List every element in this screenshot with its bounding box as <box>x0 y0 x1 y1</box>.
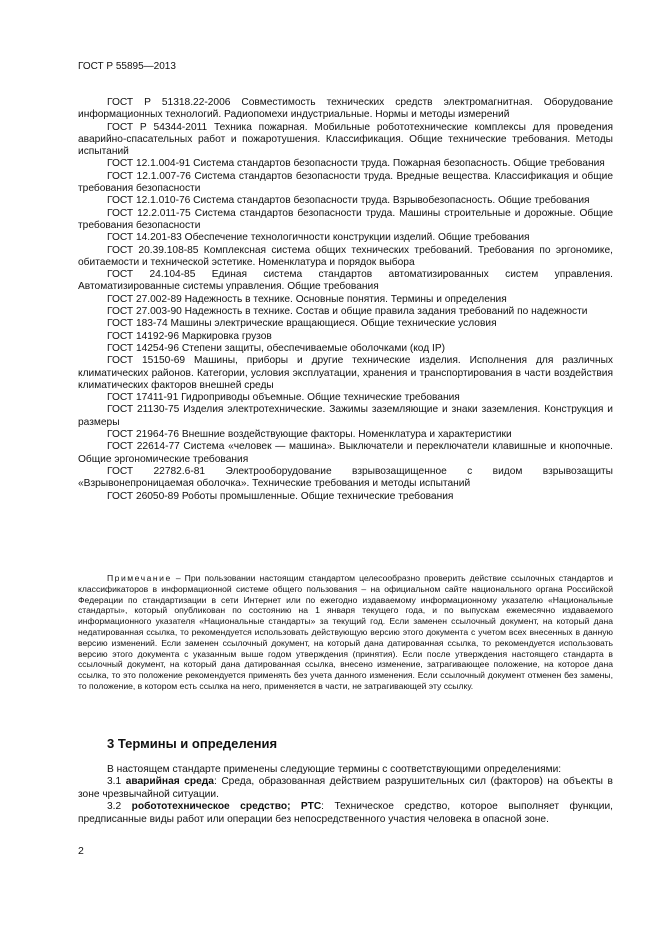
page-number: 2 <box>78 845 84 857</box>
note-block <box>78 573 613 692</box>
reference-item: ГОСТ 22614-77 Система «человек — машина». Выключатели и переключатели клавишные и кнопочные. Общие эргономические требования <box>78 441 613 465</box>
reference-item: ГОСТ 12.2.011-75 Система стандартов безопасности труда. Машины строительные и дорожные. Общие требования безопасности <box>78 207 613 231</box>
term-name: робототехническое средство; РТС <box>131 801 322 813</box>
reference-item: ГОСТ 26050-89 Роботы промышленные. Общие технические требования <box>107 490 454 502</box>
reference-item: ГОСТ Р 54344-2011 Техника пожарная. Мобильные робототехнические комплексы для проведения аварийно-спасательных работ и пожаротушения. Классификация. Общие технические требования. Методы испытаний <box>78 121 613 158</box>
reference-item: ГОСТ 14254-96 Степени защиты, обеспечиваемые оболочками (код IP) <box>107 342 446 354</box>
term-definition <box>78 801 613 826</box>
note-label: Примечание <box>107 573 172 583</box>
term-definition <box>78 776 613 801</box>
terms-intro: В настоящем стандарте применены следующие термины с соответствующими определениями: <box>107 764 562 775</box>
term-name: аварийная среда <box>125 776 214 788</box>
reference-item: ГОСТ 183-74 Машины электрические вращающиеся. Общие технические условия <box>107 318 497 330</box>
reference-item: ГОСТ 12.1.004-91 Система стандартов безопасности труда. Пожарная безопасность. Общие требования <box>107 158 605 170</box>
term-number: 3.1 <box>107 776 126 788</box>
reference-item: ГОСТ 22782.6-81 Электрооборудование взрывозащищенное с видом взрывозащиты «Взрывонепроницаемая оболочка». Технические требования и методы испытаний <box>78 465 613 490</box>
reference-item: ГОСТ 27.002-89 Надежность в технике. Основные понятия. Термины и определения <box>107 293 507 305</box>
term-number: 3.2 <box>107 801 132 813</box>
reference-item: ГОСТ 14192-96 Маркировка грузов <box>107 330 272 342</box>
reference-item: ГОСТ 12.1.010-76 Система стандартов безопасности труда. Взрывобезопасность. Общие требования <box>107 195 590 207</box>
reference-item: ГОСТ Р 51318.22-2006 Совместимость технических средств электромагнитная. Оборудование информационных технологий. Радиопомехи индустриальные. Нормы и методы измерений <box>78 97 613 121</box>
reference-item: ГОСТ 24.104-85 Единая система стандартов автоматизированных систем управления. Автоматизированные системы управления. Общие требования <box>78 269 613 293</box>
reference-item: ГОСТ 21130-75 Изделия электротехнические. Зажимы заземляющие и знаки заземления. Конструкция и размеры <box>78 404 613 428</box>
normative-references-list <box>78 97 613 503</box>
term-text: : Среда, образованная действием разрушительных сил (факторов) на объекты в зоне чрезвычайной ситуации. <box>78 776 613 800</box>
terms-section-body <box>78 764 613 826</box>
note-text: – При пользовании настоящим стандартом целесообразно проверить действие ссылочных стандартов и классификаторов в информационной системе общего пользования – на официальном сайте национального органа Российской Федерации по стандартизации в сети Интернет или по ежегодно издаваемому информационному указателю «Национальные стандарты», который опубликован по состоянию на 1 января текущего года, и по выпускам ежемесячно издаваемого информационного указателя «Национальные стандарты» за текущий год. Если заменен ссылочный документ, на который дана недатированная ссылка, то рекомендуется использовать действующую версию этого документа с учетом всех внесенных в данную версию изменений. Если заменен ссылочный документ, на который дана датированная ссылка, то рекомендуется использовать версию этого документа с указанным выше годом утверждения (принятия). Если после утверждения настоящего стандарта в ссылочный документ, на который дана датированная ссылка, внесено изменение, затрагивающее положение, на которое дана ссылка, то это положение рекомендуется применять без учета данного изменения. Если ссылочный документ отменен без замены, то положение, в котором есть ссылка на него, применяется в части, не затрагивающей эту ссылку. <box>78 573 613 691</box>
reference-item: ГОСТ 20.39.108-85 Комплексная система общих технических требований. Требования по эргономике, обитаемости и технической эстетике. Номенклатура и порядок выбора <box>78 244 613 268</box>
term-text: : Техническое средство, которое выполняет функции, предписанные виды работ или операции без непосредственного участия человека в опасной зоне. <box>78 801 613 825</box>
section-title: 3 Термины и определения <box>107 736 278 751</box>
reference-item: ГОСТ 12.1.007-76 Система стандартов безопасности труда. Вредные вещества. Классификация и общие требования безопасности <box>78 170 613 195</box>
reference-item: ГОСТ 14.201-83 Обеспечение технологичности конструкции изделий. Общие требования <box>107 232 530 244</box>
note-paragraph <box>78 573 613 692</box>
reference-item: ГОСТ 27.003-90 Надежность в технике. Состав и общие правила задания требований по надежности <box>107 306 588 318</box>
reference-item: ГОСТ 21964-76 Внешние воздействующие факторы. Номенклатура и характеристики <box>107 429 512 441</box>
reference-item: ГОСТ 17411-91 Гидроприводы объемные. Общие технические требования <box>107 392 460 404</box>
document-header: ГОСТ Р 55895—2013 <box>78 61 176 72</box>
reference-item: ГОСТ 15150-69 Машины, приборы и другие технические изделия. Исполнения для различных климатических районов. Категории, условия эксплуатации, хранения и транспортирования в части воздействия климатических факторов внешней среды <box>78 355 613 391</box>
